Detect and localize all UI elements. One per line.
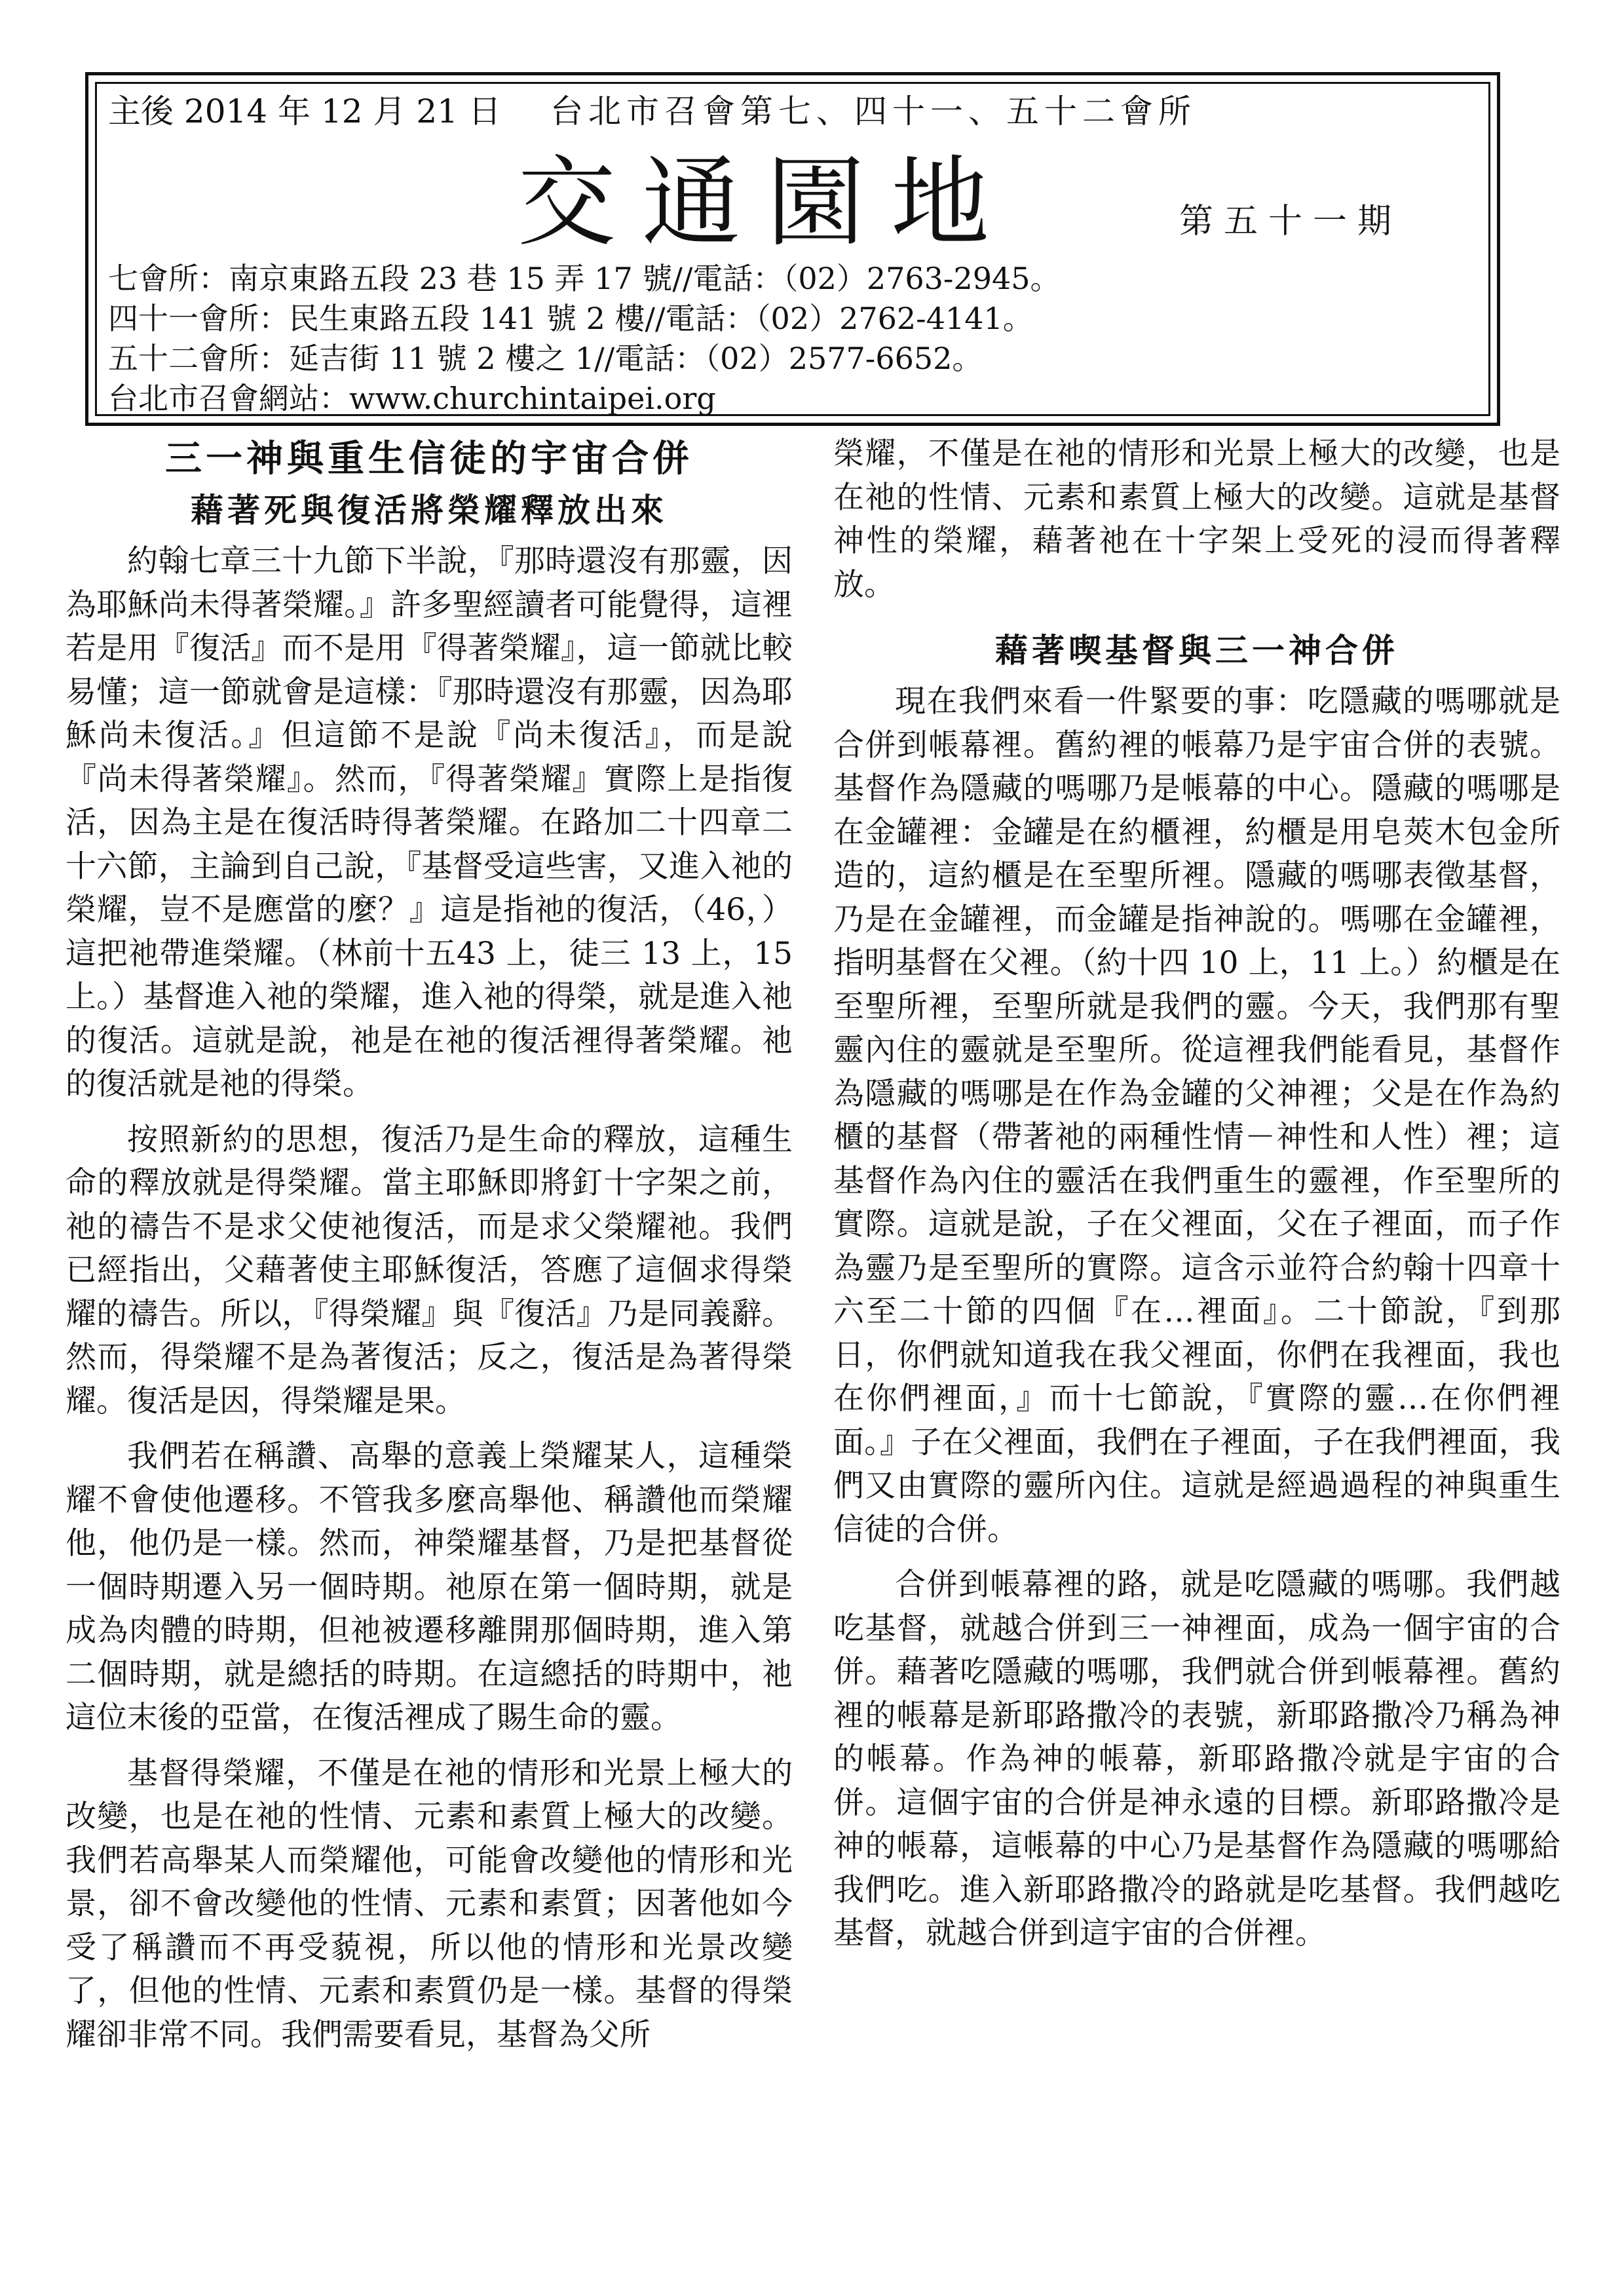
website-line: 台北市召會網站：www.churchintaipei.org: [108, 381, 716, 416]
section-heading: 藉著死與復活將榮耀釋放出來: [191, 491, 668, 529]
paragraph: 基督得榮耀，不僅是在祂的情形和光景上極大的改變，也是在祂的性情、元素和素質上極大的改變。我們若高舉某人而榮耀他，可能會改變他的情形和光景，卻不會改變他的性情、元素和素質；因著他如今受了稱讚而不再受藐視，所以他的情形和光景改變了，但他的性情、元素和素質仍是一樣。基督的得榮耀卻非常不同。我們需要看見，基督為父所: [66, 1755, 793, 2053]
article-title: 三一神與重生信徒的宇宙合併: [165, 437, 693, 480]
paragraph: 現在我們來看一件緊要的事：吃隱藏的嗎哪就是合併到帳幕裡。舊約裡的帳幕乃是宇宙合併的表號。基督作為隱藏的嗎哪乃是帳幕的中心。隱藏的嗎哪是在金罐裡：金罐是在約櫃裡，約櫃是用皂莢木包金所造的，這約櫃是在至聖所裡。隱藏的嗎哪表徵基督，乃是在金罐裡，而金罐是指神說的。嗎哪在金罐裡，指明基督在父裡。（約十四 10 上，11 上。）約櫃是在至聖所裡，至聖所就是我們的靈。今天，我們那有聖靈內住的靈就是至聖所。從這裡我們能看見，基督作為隱藏的嗎哪是在作為金罐的父神裡；父是在作為約櫃的基督（帶著祂的兩種性情－神性和人性）裡；這基督作為內住的靈活在我們重生的靈裡，作至聖所的實際。這就是說，子在父裡面，父在子裡面，而子作為靈乃是至聖所的實際。這含示並符合約翰十四章十六至二十節的四個『在…裡面』。二十節說，『到那日，你們就知道我在我父裡面，你們在我裡面，我也在你們裡面，』而十七節說，『實際的靈…在你們裡面。』子在父裡面，我們在子裡面，子在我們裡面，我們又由實際的靈所內住。這就是經過過程的神與重生信徒的合併。: [833, 683, 1560, 1548]
paragraph-continuation: 榮耀，不僅是在祂的情形和光景上極大的改變，也是在祂的性情、元素和素質上極大的改變。這就是基督神性的榮耀，藉著祂在十字架上受死的浸而得著釋放。: [833, 436, 1560, 603]
paragraph: 約翰七章三十九節下半說，『那時還沒有那靈，因為耶穌尚未得著榮耀。』許多聖經讀者可能覺得，這裡若是用『復活』而不是用『得著榮耀』，這一節就比較易懂；這一節就會是這樣：『那時還沒有那靈，因為耶穌尚未復活。』但這節不是說『尚未復活』，而是說『尚未得著榮耀』。然而，『得著榮耀』實際上是指復活，因為主是在復活時得著榮耀。在路加二十四章二十六節，主論到自己說，『基督受這些害，又進入祂的榮耀，豈不是應當的麼？』這是指祂的復活，（46，）這把祂帶進榮耀。（林前十五43 上，徒三 13 上，15 上。）基督進入祂的榮耀，進入祂的得榮，就是進入祂的復活。這就是說，祂是在祂的復活裡得著榮耀。祂的復活就是祂的得榮。: [66, 543, 793, 1102]
contact-list: [108, 259, 1471, 419]
contact-line: 五十二會所：延吉街 11 號 2 樓之 1//電話：（02）2577-6652。: [108, 341, 983, 376]
paragraph: 按照新約的思想，復活乃是生命的釋放，這種生命的釋放就是得榮耀。當主耶穌即將釘十字架之前，祂的禱告不是求父使祂復活，而是求父榮耀祂。我們已經指出，父藉著使主耶穌復活，答應了這個求得榮耀的禱告。所以，『得榮耀』與『復活』乃是同義辭。然而，得榮耀不是為著復活；反之，復活是為著得榮耀。復活是因，得榮耀是果。: [66, 1121, 793, 1419]
issue-date: 主後 2014 年 12 月 21 日: [108, 92, 501, 130]
contact-line: 七會所：南京東路五段 23 巷 15 弄 17 號//電話：（02）2763-2945。: [108, 261, 1061, 296]
section-heading: 藉著喫基督與三一神合併: [995, 631, 1399, 670]
left-column: [66, 432, 793, 2069]
issue-number: 第五十一期: [1179, 202, 1403, 241]
contact-line: 四十一會所：民生東路五段 141 號 2 樓//電話：（02）2762-4141。: [108, 301, 1033, 336]
right-column: [833, 432, 1560, 1968]
organization-name: 台北市召會第七、四十一、五十二會所: [550, 92, 1196, 130]
paragraph: 我們若在稱讚、高舉的意義上榮耀某人，這種榮耀不會使他遷移。不管我多麼高舉他、稱讚他而榮耀他，他仍是一樣。然而，神榮耀基督，乃是把基督從一個時期遷入另一個時期。祂原在第一個時期，就是成為肉體的時期，但祂被遷移離開那個時期，進入第二個時期，就是總括的時期。在這總括的時期中，祂這位末後的亞當，在復活裡成了賜生命的靈。: [66, 1438, 793, 1736]
newsletter-title: 交通園地: [518, 146, 1016, 260]
paragraph: 合併到帳幕裡的路，就是吃隱藏的嗎哪。我們越吃基督，就越合併到三一神裡面，成為一個宇宙的合併。藉著吃隱藏的嗎哪，我們就合併到帳幕裡。舊約裡的帳幕是新耶路撒冷的表號，新耶路撒冷乃稱為神的帳幕。作為神的帳幕，新耶路撒冷就是宇宙的合併。這個宇宙的合併是神永遠的目標。新耶路撒冷是神的帳幕，這帳幕的中心乃是基督作為隱藏的嗎哪給我們吃。進入新耶路撒冷的路就是吃基督。我們越吃基督，就越合併到這宇宙的合併裡。: [833, 1567, 1560, 1951]
